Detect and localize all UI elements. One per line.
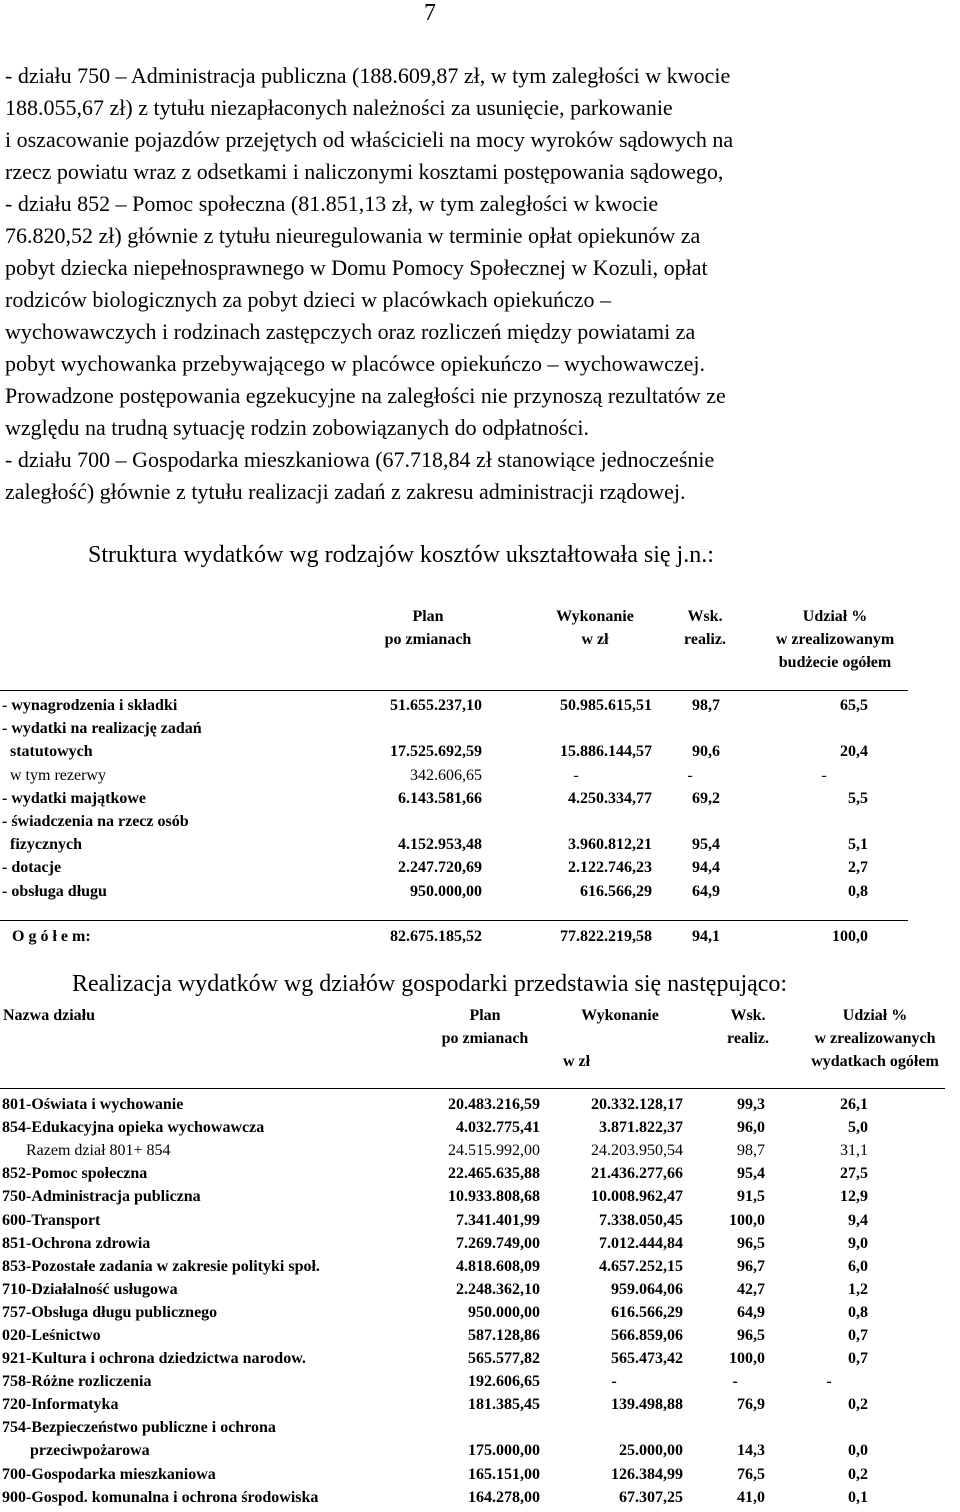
- wsk-header: Wsk. realiz.: [727, 1007, 769, 1047]
- row-label: w tym rezerwy: [2, 766, 106, 784]
- row-wsk: 100,0: [729, 1350, 765, 1368]
- row-label: - wynagrodzenia i składki: [2, 697, 178, 714]
- row-exec: 24.203.950,54: [591, 1142, 683, 1160]
- row-plan: 950.000,00: [410, 882, 482, 900]
- name-header: Nazwa działu: [3, 1007, 95, 1024]
- row-label: - wydatki na realizację zadań: [2, 720, 202, 738]
- row-exec: 10.008.962,47: [591, 1188, 683, 1206]
- row-label: 600-Transport: [2, 1211, 101, 1229]
- row-share: 0,1: [848, 1488, 868, 1506]
- row-plan: 2.248.362,10: [456, 1280, 540, 1298]
- row-plan: 10.933.808,68: [448, 1188, 540, 1206]
- row-exec: -: [573, 766, 579, 784]
- row-exec: 4.250.334,77: [568, 789, 652, 807]
- plan-header: Plan po zmianach: [384, 608, 472, 648]
- row-exec: 3.960.812,21: [568, 836, 652, 854]
- row-share: 26,1: [840, 1096, 868, 1113]
- paragraph-line: - działu 700 – Gospodarka mieszkaniowa (67.718,84 zł stanowiące jednocześnie: [5, 447, 715, 472]
- row-label: Razem dział 801+ 854: [2, 1142, 171, 1160]
- row-share: 2,7: [848, 859, 868, 877]
- row-label: 020-Leśnictwo: [2, 1327, 101, 1344]
- row-exec: 67.307,25: [619, 1488, 683, 1506]
- row-share: 1,2: [848, 1280, 868, 1298]
- row-plan: 342.606,65: [410, 766, 482, 784]
- row-wsk: 14,3: [737, 1442, 765, 1460]
- row-share: 31,1: [840, 1142, 868, 1160]
- table-rule: [0, 1088, 945, 1089]
- row-wsk: 96,0: [737, 1119, 765, 1137]
- paragraph-line: pobyt wychowanka przebywającego w placówce opiekuńczo – wychowawczej.: [5, 351, 706, 376]
- row-label: 757-Obsługa długu publicznego: [2, 1303, 218, 1321]
- row-plan: 175.000,00: [468, 1442, 540, 1460]
- row-plan: 181.385,45: [468, 1396, 540, 1414]
- row-exec: 616.566,29: [580, 882, 652, 900]
- paragraph-line: pobyt dziecka niepełnosprawnego w Domu Pomocy Społecznej w Kozuli, opłat: [5, 255, 708, 280]
- row-wsk: 96,5: [737, 1234, 765, 1252]
- row-exec: 565.473,42: [611, 1350, 683, 1368]
- row-exec: 139.498,88: [611, 1396, 683, 1414]
- paragraph-line: rzecz powiatu wraz z odsetkami i naliczonymi kosztami postępowania sądowego,: [5, 159, 724, 184]
- row-exec: 2.122.746,23: [568, 859, 652, 877]
- exec-header: Wykonanie w zł: [556, 608, 634, 648]
- paragraph-line: rodziców biologicznych za pobyt dzieci w placówkach opiekuńczo –: [5, 287, 611, 312]
- row-share: 0,7: [848, 1327, 868, 1344]
- row-wsk: -: [687, 766, 693, 784]
- row-label: 754-Bezpieczeństwo publiczne i ochrona: [2, 1419, 276, 1437]
- row-label: 801-Oświata i wychowanie: [2, 1096, 184, 1113]
- row-share: -: [821, 766, 827, 784]
- row-wsk: 41,0: [737, 1488, 765, 1506]
- row-label: przeciwpożarowa: [2, 1442, 150, 1460]
- row-wsk: 42,7: [737, 1280, 765, 1298]
- row-label: 851-Ochrona zdrowia: [2, 1234, 151, 1252]
- row-label: statutowych: [2, 743, 93, 761]
- row-exec: 50.985.615,51: [560, 697, 652, 714]
- row-share: 6,0: [848, 1257, 868, 1275]
- row-share: 0,0: [848, 1442, 868, 1460]
- row-share: 9,4: [848, 1211, 868, 1229]
- row-share: 12,9: [840, 1188, 868, 1206]
- row-wsk: 94,4: [692, 859, 720, 877]
- row-plan: 587.128,86: [468, 1327, 540, 1344]
- row-share: 5,1: [848, 836, 868, 854]
- row-label: 852-Pomoc społeczna: [2, 1165, 148, 1183]
- paragraph-line: - działu 852 – Pomoc społeczna (81.851,13 zł, w tym zaległości w kwocie: [5, 191, 659, 216]
- page-number: 7: [424, 0, 436, 26]
- row-plan: 4.818.608,09: [456, 1257, 540, 1275]
- total-wsk: 94,1: [692, 928, 720, 945]
- row-share: 0,2: [848, 1396, 868, 1414]
- row-plan: 6.143.581,66: [398, 789, 482, 807]
- cost-structure-heading: Struktura wydatków wg rodzajów kosztów ukształtowała się j.n.:: [88, 542, 714, 568]
- table-rule: [0, 690, 908, 691]
- total-exec: 77.822.219,58: [560, 928, 652, 945]
- row-share: 5,5: [848, 789, 868, 807]
- row-exec: 25.000,00: [619, 1442, 683, 1460]
- exec-header: Wykonanie w zł: [563, 1007, 659, 1070]
- paragraph-line: zaległość) głównie z tytułu realizacji zadań z zakresu administracji rządowej.: [5, 479, 686, 504]
- row-exec: -: [611, 1373, 617, 1391]
- row-label: - wydatki majątkowe: [2, 789, 146, 807]
- row-share: 27,5: [840, 1165, 868, 1183]
- row-wsk: 64,9: [737, 1303, 765, 1321]
- row-wsk: 95,4: [737, 1165, 765, 1183]
- paragraph-line: - działu 750 – Administracja publiczna (188.609,87 zł, w tym zaległości w kwocie: [5, 63, 731, 88]
- row-share: 65,5: [840, 697, 868, 714]
- row-plan: 22.465.635,88: [448, 1165, 540, 1183]
- row-label: - dotacje: [2, 859, 62, 877]
- row-plan: 164.278,00: [468, 1488, 540, 1506]
- row-plan: 565.577,82: [468, 1350, 540, 1368]
- row-label: - obsługa długu: [2, 882, 107, 900]
- row-wsk: 96,7: [737, 1257, 765, 1275]
- row-wsk: 76,5: [737, 1465, 765, 1483]
- row-plan: 24.515.992,00: [448, 1142, 540, 1160]
- plan-header: Plan po zmianach: [441, 1007, 529, 1047]
- row-exec: 7.338.050,45: [599, 1211, 683, 1229]
- row-share: 9,0: [848, 1234, 868, 1252]
- row-share: -: [826, 1373, 832, 1391]
- row-share: 20,4: [840, 743, 868, 761]
- row-exec: 20.332.128,17: [591, 1096, 683, 1113]
- row-exec: 15.886.144,57: [560, 743, 652, 761]
- row-share: 5,0: [848, 1119, 868, 1137]
- paragraph-line: 76.820,52 zł) głównie z tytułu nieuregulowania w terminie opłat opiekunów za: [5, 223, 701, 248]
- row-label: 720-Informatyka: [2, 1396, 119, 1414]
- table-rule: [0, 920, 908, 921]
- row-exec: 126.384,99: [611, 1465, 683, 1483]
- row-wsk: 96,5: [737, 1327, 765, 1344]
- row-wsk: 69,2: [692, 789, 720, 807]
- row-label: fizycznych: [2, 836, 82, 854]
- row-share: 0,8: [848, 882, 868, 900]
- row-label: 921-Kultura i ochrona dziedzictwa narodow.: [2, 1350, 306, 1368]
- row-label: 853-Pozostałe zadania w zakresie polityki społ.: [2, 1257, 320, 1275]
- total-share: 100,0: [832, 928, 868, 945]
- row-plan: 950.000,00: [468, 1303, 540, 1321]
- wsk-header: Wsk. realiz.: [684, 608, 726, 648]
- row-wsk: 76,9: [737, 1396, 765, 1414]
- total-plan: 82.675.185,52: [390, 928, 482, 945]
- total-label: O g ó ł e m:: [12, 928, 91, 945]
- row-plan: 2.247.720,69: [398, 859, 482, 877]
- row-plan: 51.655.237,10: [390, 697, 482, 714]
- row-label: 758-Różne rozliczenia: [2, 1373, 152, 1391]
- row-label: 700-Gospodarka mieszkaniowa: [2, 1465, 216, 1483]
- paragraph-line: Prowadzone postępowania egzekucyjne na zaległości nie przynoszą rezultatów ze: [5, 383, 726, 408]
- row-label: 710-Działalność usługowa: [2, 1280, 178, 1298]
- row-plan: 7.341.401,99: [456, 1211, 540, 1229]
- paragraph-line: 188.055,67 zł) z tytułu niezapłaconych należności za usunięcie, parkowanie: [5, 95, 673, 120]
- paragraph-line: względu na trudną sytuację rodzin zobowiązanych do odpłatności.: [5, 415, 590, 440]
- row-plan: 165.151,00: [468, 1465, 540, 1483]
- row-label: 750-Administracja publiczna: [2, 1188, 201, 1206]
- row-plan: 17.525.692,59: [390, 743, 482, 761]
- row-wsk: 100,0: [729, 1211, 765, 1229]
- row-wsk: 91,5: [737, 1188, 765, 1206]
- row-wsk: -: [732, 1373, 738, 1391]
- sections-heading: Realizacja wydatków wg działów gospodarki przedstawia się następująco:: [72, 971, 788, 997]
- row-plan: 20.483.216,59: [448, 1096, 540, 1113]
- paragraph-line: i oszacowanie pojazdów przejętych od właścicieli na mocy wyroków sądowych na: [5, 127, 734, 152]
- row-label: 900-Gospod. komunalna i ochrona środowiska: [2, 1488, 319, 1506]
- row-share: 0,7: [848, 1350, 868, 1368]
- row-share: 0,8: [848, 1303, 868, 1321]
- row-wsk: 90,6: [692, 743, 720, 761]
- row-share: 0,2: [848, 1465, 868, 1483]
- row-wsk: 64,9: [692, 882, 720, 900]
- share-header: Udział % w zrealizowanych wydatkach ogółem: [811, 1007, 939, 1070]
- row-plan: 4.032.775,41: [456, 1119, 540, 1137]
- row-exec: 4.657.252,15: [599, 1257, 683, 1275]
- row-wsk: 95,4: [692, 836, 720, 854]
- row-exec: 616.566,29: [611, 1303, 683, 1321]
- row-plan: 4.152.953,48: [398, 836, 482, 854]
- share-header: Udział % w zrealizowanym budżecie ogółem: [775, 608, 895, 671]
- intro-paragraph: [5, 60, 945, 508]
- row-exec: 566.859,06: [611, 1327, 683, 1344]
- paragraph-line: wychowawczych i rodzinach zastępczych oraz rozliczeń między powiatami za: [5, 319, 696, 344]
- row-wsk: 98,7: [737, 1142, 765, 1160]
- row-label: 854-Edukacyjna opieka wychowawcza: [2, 1119, 265, 1137]
- row-exec: 7.012.444,84: [599, 1234, 683, 1252]
- row-exec: 21.436.277,66: [591, 1165, 683, 1183]
- row-exec: 3.871.822,37: [599, 1119, 683, 1137]
- row-wsk: 99,3: [737, 1096, 765, 1113]
- row-plan: 7.269.749,00: [456, 1234, 540, 1252]
- row-wsk: 98,7: [692, 697, 720, 714]
- row-label: - świadczenia na rzecz osób: [2, 813, 189, 830]
- row-plan: 192.606,65: [468, 1373, 540, 1391]
- row-exec: 959.064,06: [611, 1280, 683, 1298]
